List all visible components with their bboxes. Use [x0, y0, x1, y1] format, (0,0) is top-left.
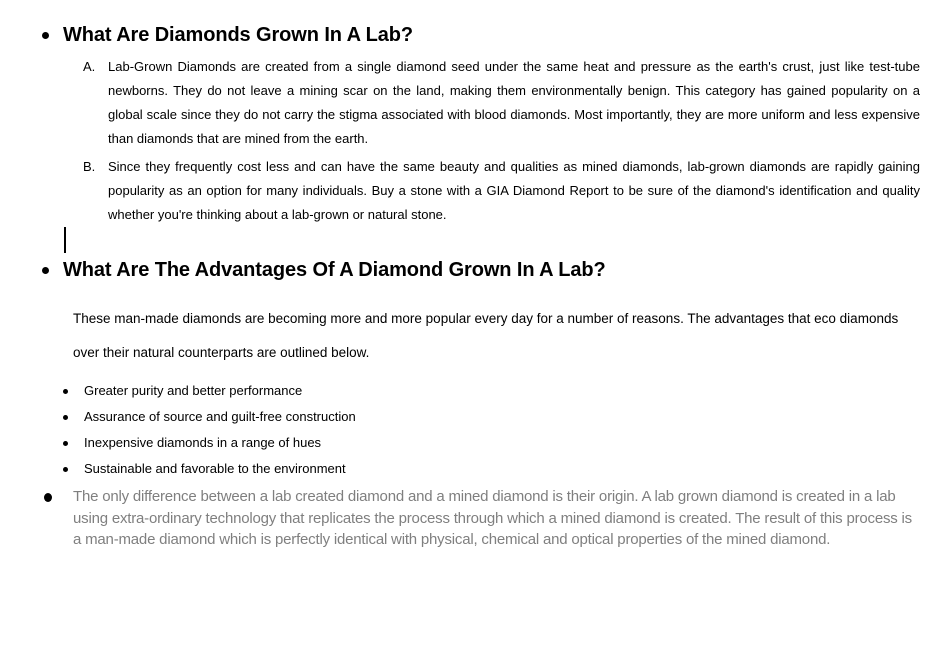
bullet-icon	[63, 441, 68, 446]
bullet-icon	[42, 32, 49, 39]
list-item	[63, 404, 948, 430]
advantage-text[interactable]: Assurance of source and guilt-free construction	[84, 409, 356, 424]
advantages-list	[0, 378, 948, 482]
bullet-icon	[63, 415, 68, 420]
bullet-icon	[63, 467, 68, 472]
section2-heading[interactable]: What Are The Advantages Of A Diamond Grown In A Lab?	[63, 259, 606, 281]
list-marker-a: A.	[83, 59, 96, 74]
list-item	[63, 378, 948, 404]
advantage-text[interactable]: Inexpensive diamonds in a range of hues	[84, 435, 322, 450]
note-paragraph[interactable]: The only difference between a lab created diamond and a mined diamond is their origin. A lab grown diamond is created in a lab using extra-ordinary technology that replicates the process through which a mined diamond is created. The result of this process is a man-made diamond which is perfectly identical with physical, chemical and optical properties of the mined diamond.	[73, 488, 912, 549]
list-marker-b: B.	[83, 159, 96, 174]
lettered-list	[0, 55, 948, 227]
list-item	[63, 430, 948, 456]
bullet-icon	[44, 493, 52, 502]
text-cursor	[64, 227, 66, 253]
list-item	[63, 456, 948, 482]
paragraph-b[interactable]: Since they frequently cost less and can have the same beauty and qualities as mined diamonds, lab-grown diamonds are rapidly gaining popularity as an option for many individuals. Buy a stone with a GIA Diamond Report to be sure of the diamond's identification and quality whether you're thinking about a lab-grown or natural stone.	[108, 159, 920, 222]
advantage-text[interactable]: Sustainable and favorable to the environment	[84, 461, 346, 476]
paragraph-a[interactable]: Lab-Grown Diamonds are created from a single diamond seed under the same heat and pressure as the earth's crust, just like test-tube newborns. They do not leave a mining scar on the land, making them environmentally benign. This category has gained popularity on a global scale since they do not carry the stigma associated with blood diamonds. Most importantly, they are more uniform and less expensive than diamonds that are mined from the earth.	[108, 59, 920, 146]
intro-paragraph[interactable]: These man-made diamonds are becoming more and more popular every day for a number of reasons. The advantages that eco diamonds over their natural counterparts are outlined below.	[73, 311, 899, 360]
bullet-icon	[63, 389, 68, 394]
section1-heading-row	[42, 0, 948, 47]
note-row	[44, 486, 948, 551]
section2-heading-row	[42, 259, 948, 282]
advantage-text[interactable]: Greater purity and better performance	[84, 383, 303, 398]
list-item-b	[83, 155, 920, 227]
section1-heading[interactable]: What Are Diamonds Grown In A Lab?	[63, 24, 414, 46]
bullet-icon	[42, 267, 49, 274]
list-item-a	[83, 55, 920, 151]
